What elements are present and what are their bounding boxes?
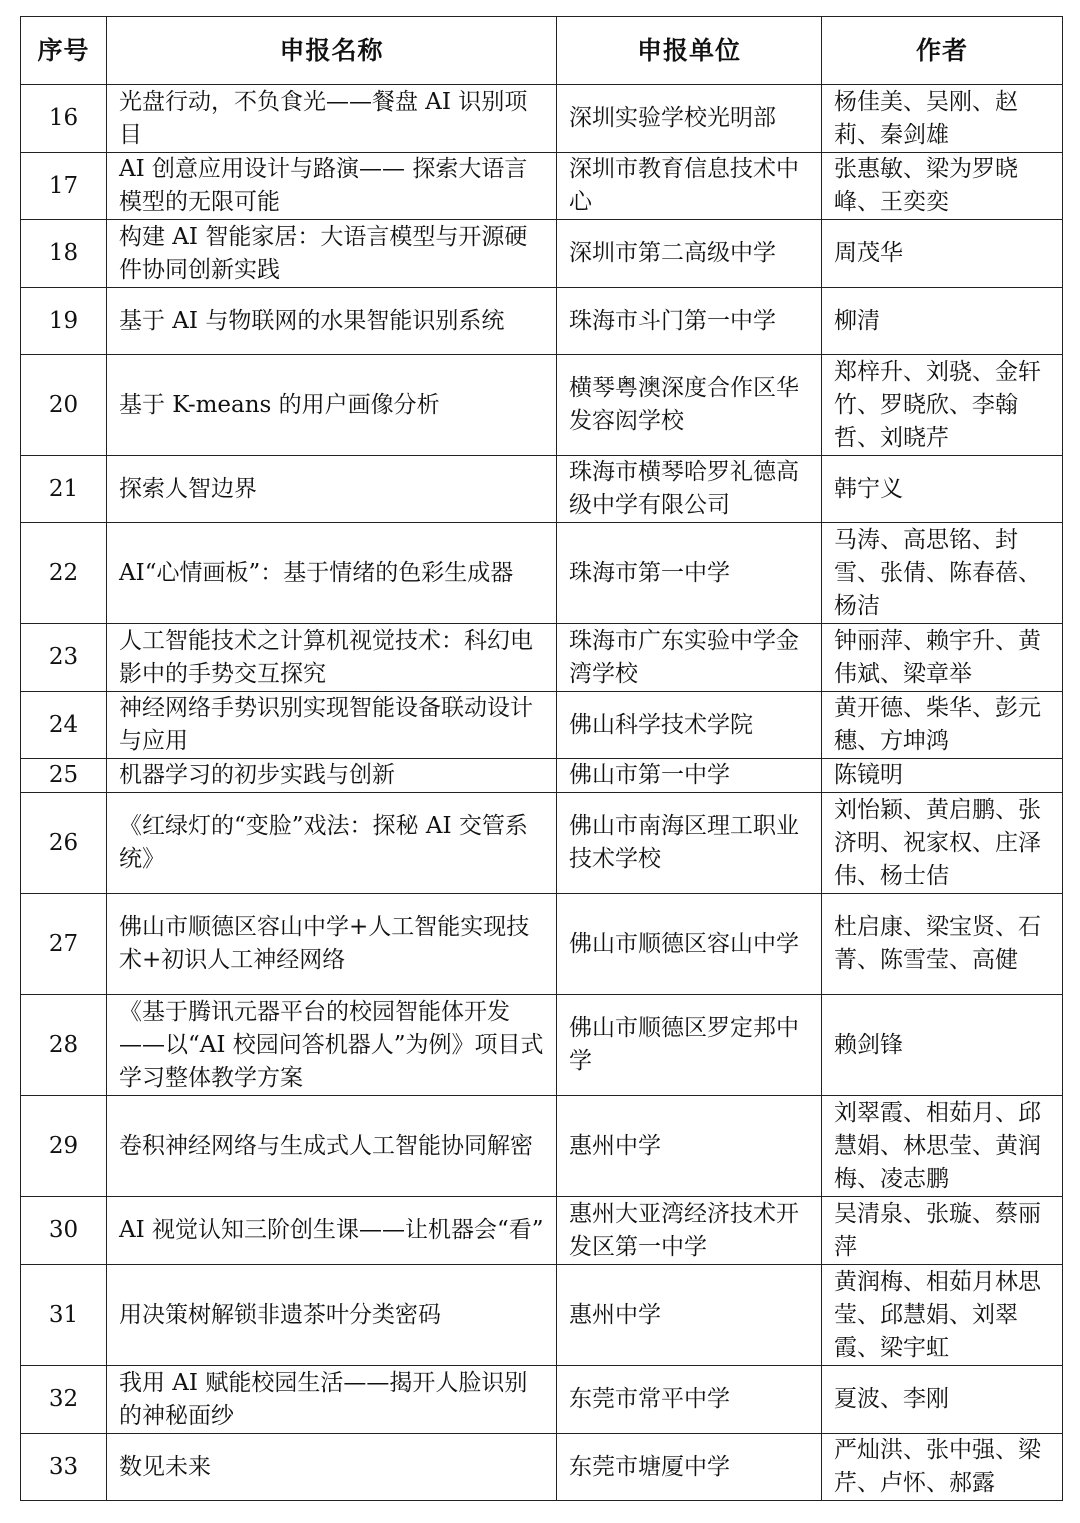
cell-authors: 马涛、高思铭、封雪、张倩、陈春蓓、杨洁 xyxy=(822,523,1063,624)
table-row xyxy=(21,288,1063,355)
table-header-row xyxy=(21,17,1063,85)
cell-no: 21 xyxy=(21,456,107,523)
cell-unit: 佛山科学技术学院 xyxy=(557,692,822,759)
header-no: 序号 xyxy=(21,17,107,85)
cell-authors: 严灿洪、张中强、梁芹、卢怀、郝露 xyxy=(822,1434,1063,1501)
cell-project-name: 《红绿灯的“变脸”戏法：探秘 AI 交管系统》 xyxy=(107,793,557,894)
cell-no: 32 xyxy=(21,1366,107,1434)
table-row xyxy=(21,85,1063,153)
header-authors: 作者 xyxy=(822,17,1063,85)
cell-no: 24 xyxy=(21,692,107,759)
cell-no: 25 xyxy=(21,759,107,793)
cell-project-name: 机器学习的初步实践与创新 xyxy=(107,759,557,793)
cell-no: 27 xyxy=(21,894,107,995)
cell-unit: 珠海市横琴哈罗礼德高级中学有限公司 xyxy=(557,456,822,523)
cell-project-name: 光盘行动，不负食光——餐盘 AI 识别项目 xyxy=(107,85,557,153)
table-row xyxy=(21,355,1063,456)
cell-no: 20 xyxy=(21,355,107,456)
cell-unit: 深圳市教育信息技术中心 xyxy=(557,153,822,220)
cell-unit: 惠州中学 xyxy=(557,1265,822,1366)
table-row xyxy=(21,759,1063,793)
cell-unit: 横琴粤澳深度合作区华发容闳学校 xyxy=(557,355,822,456)
cell-authors: 刘怡颖、黄启鹏、张济明、祝家权、庄泽伟、杨士佶 xyxy=(822,793,1063,894)
table-row xyxy=(21,894,1063,995)
cell-unit: 珠海市广东实验中学金湾学校 xyxy=(557,624,822,692)
cell-unit: 珠海市第一中学 xyxy=(557,523,822,624)
table-row xyxy=(21,1197,1063,1265)
cell-authors: 吴清泉、张璇、蔡丽萍 xyxy=(822,1197,1063,1265)
cell-no: 33 xyxy=(21,1434,107,1501)
cell-authors: 柳清 xyxy=(822,288,1063,355)
cell-project-name: 人工智能技术之计算机视觉技术：科幻电影中的手势交互探究 xyxy=(107,624,557,692)
table-row xyxy=(21,153,1063,220)
cell-unit: 佛山市顺德区罗定邦中学 xyxy=(557,995,822,1096)
cell-no: 17 xyxy=(21,153,107,220)
cell-no: 26 xyxy=(21,793,107,894)
cell-authors: 黄开德、柴华、彭元穗、方坤鸿 xyxy=(822,692,1063,759)
cell-unit: 佛山市第一中学 xyxy=(557,759,822,793)
cell-project-name: 佛山市顺德区容山中学+人工智能实现技术+初识人工神经网络 xyxy=(107,894,557,995)
header-unit: 申报单位 xyxy=(557,17,822,85)
cell-project-name: 神经网络手势识别实现智能设备联动设计与应用 xyxy=(107,692,557,759)
cell-authors: 夏波、李刚 xyxy=(822,1366,1063,1434)
cell-project-name: AI 视觉认知三阶创生课——让机器会“看” xyxy=(107,1197,557,1265)
cell-project-name: 《基于腾讯元器平台的校园智能体开发——以“AI 校园问答机器人”为例》项目式学习整体教学方案 xyxy=(107,995,557,1096)
cell-no: 16 xyxy=(21,85,107,153)
cell-unit: 珠海市斗门第一中学 xyxy=(557,288,822,355)
cell-no: 31 xyxy=(21,1265,107,1366)
table-row xyxy=(21,1434,1063,1501)
cell-authors: 钟丽萍、赖宇升、黄伟斌、梁章举 xyxy=(822,624,1063,692)
table-row xyxy=(21,1096,1063,1197)
table-row xyxy=(21,692,1063,759)
cell-no: 23 xyxy=(21,624,107,692)
cell-unit: 东莞市常平中学 xyxy=(557,1366,822,1434)
cell-authors: 杨佳美、吴刚、赵莉、秦剑雄 xyxy=(822,85,1063,153)
cell-no: 28 xyxy=(21,995,107,1096)
cell-no: 19 xyxy=(21,288,107,355)
cell-authors: 赖剑锋 xyxy=(822,995,1063,1096)
cell-project-name: 数见未来 xyxy=(107,1434,557,1501)
cell-authors: 周茂华 xyxy=(822,220,1063,288)
cell-authors: 杜启康、梁宝贤、石菁、陈雪莹、高健 xyxy=(822,894,1063,995)
cell-unit: 佛山市南海区理工职业技术学校 xyxy=(557,793,822,894)
cell-authors: 张惠敏、梁为罗晓峰、王奕奕 xyxy=(822,153,1063,220)
cell-project-name: 构建 AI 智能家居：大语言模型与开源硬件协同创新实践 xyxy=(107,220,557,288)
table-row xyxy=(21,456,1063,523)
cell-unit: 惠州大亚湾经济技术开发区第一中学 xyxy=(557,1197,822,1265)
table-row xyxy=(21,624,1063,692)
cell-no: 30 xyxy=(21,1197,107,1265)
cell-project-name: 基于 AI 与物联网的水果智能识别系统 xyxy=(107,288,557,355)
cell-project-name: 探索人智边界 xyxy=(107,456,557,523)
cell-authors: 郑梓升、刘骁、金轩竹、罗晓欣、李翰哲、刘晓芹 xyxy=(822,355,1063,456)
cell-authors: 黄润梅、相茹月林思莹、邱慧娟、刘翠霞、梁宇虹 xyxy=(822,1265,1063,1366)
cell-authors: 陈镜明 xyxy=(822,759,1063,793)
cell-unit: 东莞市塘厦中学 xyxy=(557,1434,822,1501)
cell-project-name: 卷积神经网络与生成式人工智能协同解密 xyxy=(107,1096,557,1197)
cell-unit: 深圳市第二高级中学 xyxy=(557,220,822,288)
table-row xyxy=(21,793,1063,894)
cell-authors: 刘翠霞、相茹月、邱慧娟、林思莹、黄润梅、凌志鹏 xyxy=(822,1096,1063,1197)
cell-no: 22 xyxy=(21,523,107,624)
cell-no: 29 xyxy=(21,1096,107,1197)
cell-unit: 深圳实验学校光明部 xyxy=(557,85,822,153)
cell-authors: 韩宁义 xyxy=(822,456,1063,523)
table-row xyxy=(21,1265,1063,1366)
cell-project-name: 我用 AI 赋能校园生活——揭开人脸识别的神秘面纱 xyxy=(107,1366,557,1434)
cell-project-name: 用决策树解锁非遗茶叶分类密码 xyxy=(107,1265,557,1366)
table-row xyxy=(21,1366,1063,1434)
cell-unit: 惠州中学 xyxy=(557,1096,822,1197)
cell-unit: 佛山市顺德区容山中学 xyxy=(557,894,822,995)
table-row xyxy=(21,523,1063,624)
table-row xyxy=(21,995,1063,1096)
cell-no: 18 xyxy=(21,220,107,288)
header-name: 申报名称 xyxy=(107,17,557,85)
table-row xyxy=(21,220,1063,288)
cell-project-name: AI“心情画板”：基于情绪的色彩生成器 xyxy=(107,523,557,624)
award-list-table xyxy=(20,16,1063,1501)
cell-project-name: AI 创意应用设计与路演—— 探索大语言模型的无限可能 xyxy=(107,153,557,220)
cell-project-name: 基于 K-means 的用户画像分析 xyxy=(107,355,557,456)
table-body xyxy=(21,85,1063,1501)
